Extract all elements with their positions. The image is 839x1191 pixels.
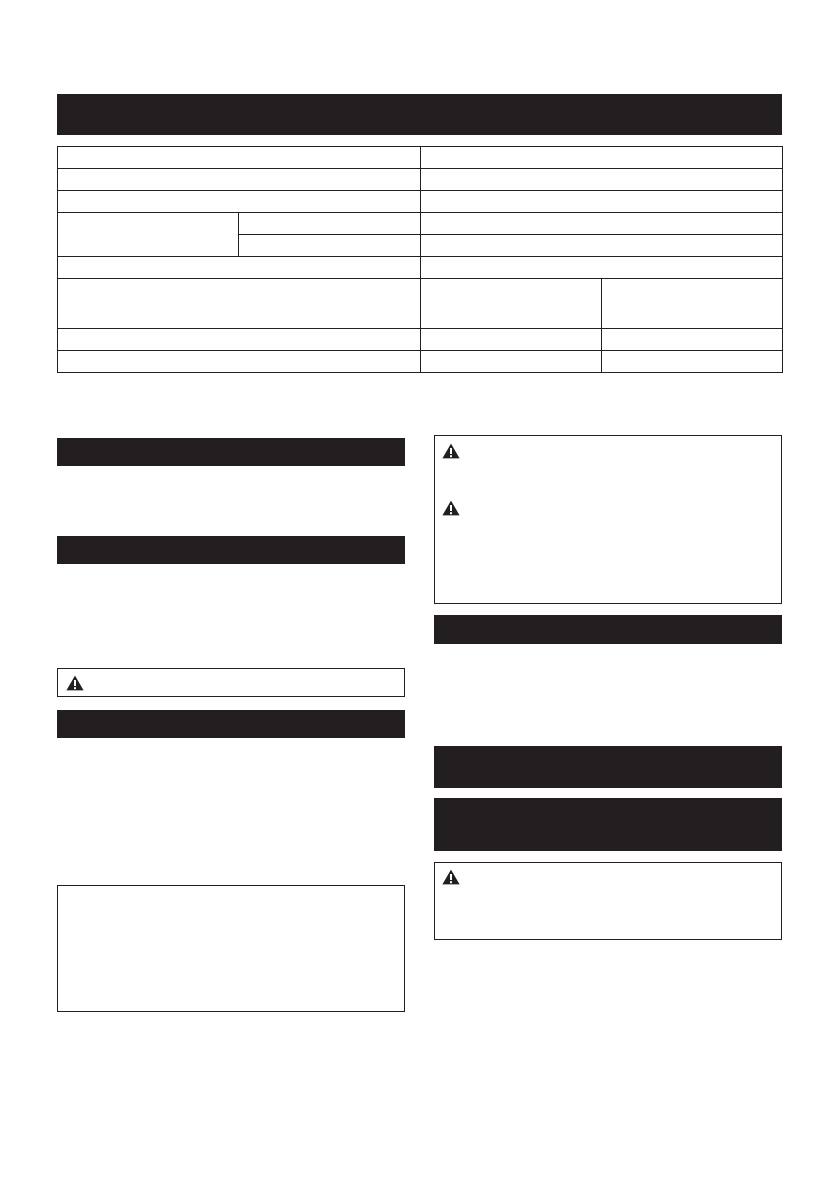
- section-heading-bar-5: [434, 746, 782, 788]
- spec-label: [58, 329, 421, 351]
- spec-row: [58, 147, 783, 169]
- section-heading-bar-6: [434, 798, 782, 851]
- warning-box-2: [434, 435, 782, 604]
- warning-box-3: [434, 862, 782, 940]
- section-body-4: [434, 652, 782, 737]
- spec-value-a: [421, 329, 602, 351]
- spec-value: [421, 147, 783, 169]
- section-heading-bar-1: [57, 438, 405, 466]
- warning-triangle-icon: [442, 500, 460, 516]
- spec-sub-label: [239, 213, 421, 235]
- spec-value-b: [602, 351, 783, 373]
- section-heading-bar-2: [57, 536, 405, 564]
- spec-label: [58, 351, 421, 373]
- warning-triangle-icon: [442, 869, 460, 885]
- spec-value: [421, 235, 783, 257]
- spec-label: [58, 147, 421, 169]
- notice-box: [57, 885, 405, 1012]
- spec-value-a: [421, 279, 602, 329]
- spec-row: [58, 351, 783, 373]
- spec-value: [421, 169, 783, 191]
- spec-row: [58, 279, 783, 329]
- spec-row: [58, 329, 783, 351]
- section-heading-bar-4: [434, 615, 782, 644]
- section-body-3: [57, 746, 405, 876]
- spec-label: [58, 191, 421, 213]
- spec-label: [58, 169, 421, 191]
- spec-label: [58, 213, 239, 257]
- spec-value-b: [602, 279, 783, 329]
- spec-value: [421, 191, 783, 213]
- spec-value-b: [602, 329, 783, 351]
- spec-value: [421, 257, 783, 279]
- spec-label: [58, 257, 421, 279]
- spec-value-a: [421, 351, 602, 373]
- section-body-1: [57, 474, 405, 524]
- spec-label: [58, 279, 421, 329]
- spec-row: [58, 257, 783, 279]
- spec-row: [58, 213, 783, 235]
- section-heading-bar-3: [57, 710, 405, 738]
- spec-row: [58, 191, 783, 213]
- warning-triangle-icon: [66, 675, 84, 691]
- spec-sub-label: [239, 235, 421, 257]
- spec-row: [58, 169, 783, 191]
- spec-value: [421, 213, 783, 235]
- warning-triangle-icon: [442, 443, 460, 459]
- page-header-bar: [57, 94, 782, 135]
- specifications-table: [57, 146, 783, 373]
- warning-box-1: [57, 668, 405, 697]
- section-body-2: [57, 572, 405, 660]
